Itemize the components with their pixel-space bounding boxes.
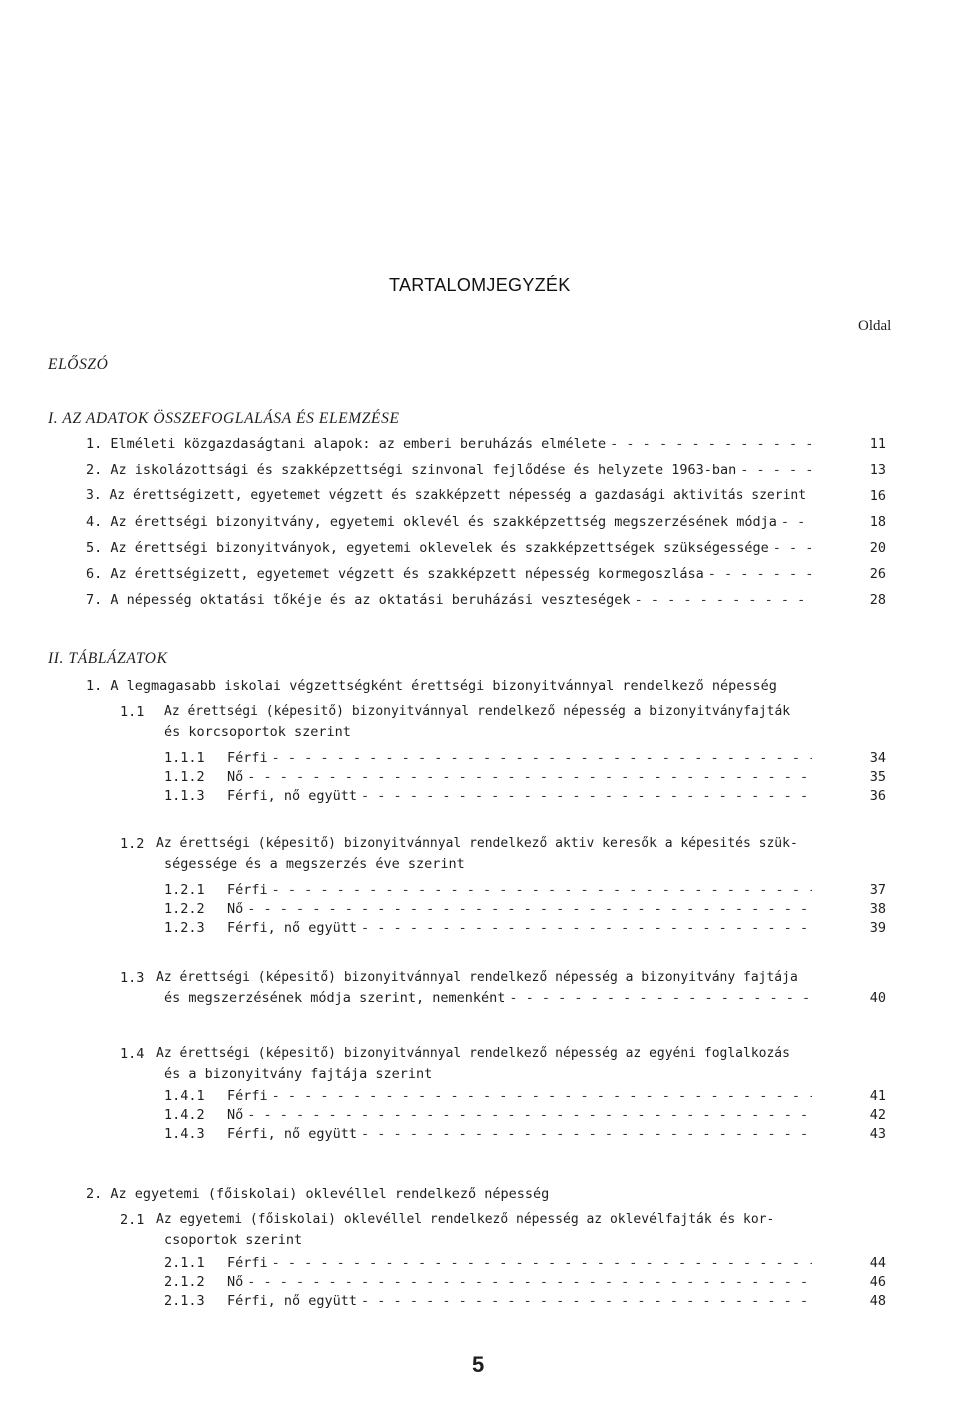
toc-entry: 7. A népesség oktatási tőkéje és az oktatási beruházási veszteségek - - - (86, 592, 812, 608)
table-number: 1.4.3 (164, 1126, 205, 1142)
table-number: 1.4.2 (164, 1107, 205, 1123)
table-entry: Férfi - - - (227, 882, 812, 898)
table-entry: Férfi - - - (227, 1255, 812, 1271)
toc-page-number: 11 (869, 436, 886, 452)
table-number: 1.1.3 (164, 788, 205, 804)
table-entry: Nő - - - (227, 901, 812, 917)
toc-page-number: 13 (869, 462, 886, 478)
subsection-number: 1.3 (120, 970, 145, 986)
table-page-number: 40 (869, 990, 886, 1006)
toc-page-number: 28 (869, 592, 886, 608)
table-group-1-title: 1. A legmagasabb iskolai végzettségként érettségi bizonyitvánnyal rendelkező népesség (86, 678, 777, 694)
table-entry: Nő - - - (227, 1274, 812, 1290)
table-entry: Nő - - - (227, 1107, 812, 1123)
table-entry: Férfi - - - (227, 1088, 812, 1104)
subsection-line: Az érettségi (képesitő) bizonyitvánnyal rendelkező népesség az egyéni foglalkozás (156, 1046, 790, 1061)
table-page-number: 35 (869, 769, 886, 785)
toc-page-number: 16 (869, 488, 886, 504)
toc-entry: 6. Az érettségizett, egyetemet végzett és szakképzett népesség kormegoszlása - - - (86, 566, 812, 582)
table-page-number: 44 (869, 1255, 886, 1271)
toc-entry: 1. Elméleti közgazdaságtani alapok: az emberi beruházás elmélete - - - (86, 436, 812, 452)
toc-page-number: 18 (869, 514, 886, 530)
table-page-number: 43 (869, 1126, 886, 1142)
toc-entry: 2. Az iskolázottsági és szakképzettségi szinvonal fejlődése és helyzete 1963-ban - - - (86, 462, 812, 478)
subsection-line: Az érettségi (képesitő) bizonyitvánnyal rendelkező aktiv keresők a képesités szük- (156, 836, 798, 851)
table-entry: és megszerzésének módja szerint, nemenként - - - (164, 990, 812, 1006)
table-page-number: 41 (869, 1088, 886, 1104)
page-number: 5 (472, 1352, 485, 1377)
toc-entry: 3. Az érettségizett, egyetemet végzett és szakképzett népesség a gazdasági aktivitás szerint (86, 488, 807, 503)
subsection-line: csoportok szerint (164, 1232, 303, 1248)
subsection-number: 2.1 (120, 1212, 145, 1228)
toc-page-number: 20 (869, 540, 886, 556)
table-entry: Férfi, nő együtt - - - (227, 1126, 812, 1142)
subsection-number: 1.4 (120, 1046, 145, 1062)
table-page-number: 42 (869, 1107, 886, 1123)
page-column-label: Oldal (858, 318, 892, 334)
table-page-number: 34 (869, 750, 886, 766)
foreword-heading: ELŐSZÓ (48, 356, 109, 373)
table-page-number: 48 (869, 1293, 886, 1309)
table-number: 1.2.3 (164, 920, 205, 936)
section-2-heading: II. TÁBLÁZATOK (48, 650, 168, 667)
table-page-number: 39 (869, 920, 886, 936)
table-entry: Férfi - - - (227, 750, 812, 766)
toc-page-number: 26 (869, 566, 886, 582)
toc-entry: 4. Az érettségi bizonyitvány, egyetemi oklevél és szakképzettség megszerzésének módja - - - (86, 514, 812, 530)
table-number: 1.1.1 (164, 750, 205, 766)
table-page-number: 37 (869, 882, 886, 898)
toc-entry: 5. Az érettségi bizonyitványok, egyetemi oklevelek és szakképzettségek szükségessége - - - (86, 540, 812, 556)
table-number: 2.1.2 (164, 1274, 205, 1290)
table-number: 1.4.1 (164, 1088, 205, 1104)
subsection-line: és a bizonyitvány fajtája szerint (164, 1066, 433, 1082)
table-group-2-title: 2. Az egyetemi (főiskolai) oklevéllel rendelkező népesség (86, 1186, 550, 1202)
subsection-number: 1.2 (120, 836, 145, 852)
subsection-line: Az érettségi (képesitő) bizonyitvánnyal rendelkező népesség a bizonyitvány fajtája (156, 970, 798, 985)
table-entry: Férfi, nő együtt - - - (227, 788, 812, 804)
table-page-number: 36 (869, 788, 886, 804)
section-1-heading: I. AZ ADATOK ÖSSZEFOGLALÁSA ÉS ELEMZÉSE (48, 410, 400, 427)
table-number: 1.1.2 (164, 769, 205, 785)
table-entry: Nő - - - (227, 769, 812, 785)
table-page-number: 46 (869, 1274, 886, 1290)
table-number: 2.1.3 (164, 1293, 205, 1309)
table-entry: Férfi, nő együtt - - - (227, 1293, 812, 1309)
table-number: 2.1.1 (164, 1255, 205, 1271)
table-number: 1.2.1 (164, 882, 205, 898)
page-title: TARTALOMJEGYZÉK (389, 275, 571, 295)
subsection-line: és korcsoportok szerint (164, 724, 351, 740)
table-entry: Férfi, nő együtt - - - (227, 920, 812, 936)
subsection-line: Az érettségi (képesitő) bizonyitvánnyal rendelkező népesség a bizonyitványfajták (164, 704, 791, 719)
subsection-line: Az egyetemi (főiskolai) oklevéllel rendelkező népesség az oklevélfajták és kor- (156, 1212, 775, 1227)
subsection-number: 1.1 (120, 704, 145, 720)
subsection-line: ségessége és a megszerzés éve szerint (164, 856, 465, 872)
table-number: 1.2.2 (164, 901, 205, 917)
table-page-number: 38 (869, 901, 886, 917)
